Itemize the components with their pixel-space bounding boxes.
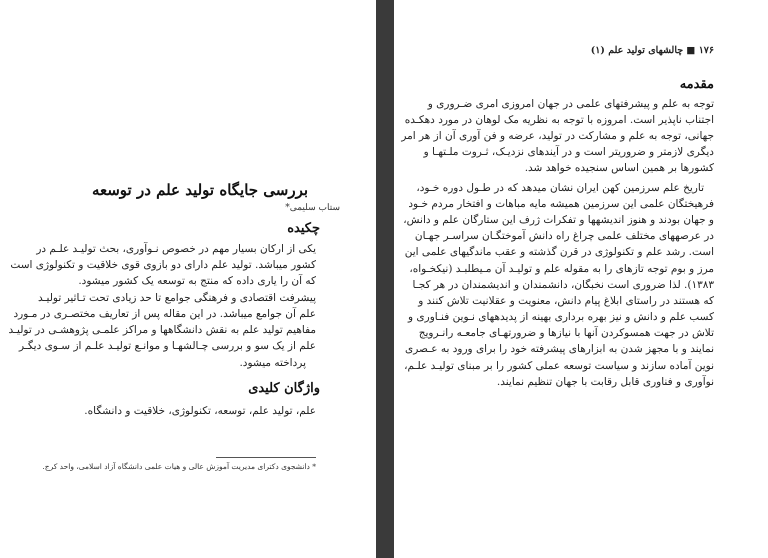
- paragraph-line: نوآوری و فناوری قابل رقابت با جهان تنظیم نمایند.: [496, 376, 714, 388]
- abstract-line: پرداخته میشود.: [239, 357, 306, 369]
- left-page: [0, 0, 376, 558]
- paragraph-line: نمایند و با مجهز شدن به ابزارهای پیشرفته خود را برای ورود به عـصری: [405, 343, 714, 355]
- abstract-line: یکی از ارکان بسیار مهم در خصوص نـوآوری، بحث تولیـد علـم در: [36, 243, 316, 255]
- paragraph-line: تاریخ علم سرزمین کهن ایران نشان میدهد که در طـول دوره خـود،: [416, 182, 704, 194]
- paragraph-line: که هستند در راستای ابلاغ پیام دانش، معنویت و عقلانیت تلاش کنند و: [418, 295, 714, 307]
- book-gutter: [376, 0, 394, 558]
- paragraph-line: است. رشد علم و تکنولوژی در قرن گذشته و عقب ماندگیهای علمی این: [404, 246, 714, 258]
- abstract-heading: چکیده: [287, 221, 320, 236]
- abstract-line: پیشرفت اقتصادی و فرهنگی جوامع تا حد زیادی تحت تـاثیر تولیـد: [37, 292, 316, 304]
- paragraph-line: دیگری لازمتر و ضروریتر است و در آیندهای نزدیـک، ثـروت ملـتهـا و: [423, 146, 714, 158]
- paragraph-line: جهانی، توجه به علم و مشارکت در تولید، عرضه و فن آوری آن از هر امر: [401, 130, 714, 142]
- author-name: ستاب سلیمی*: [285, 203, 340, 213]
- paragraph-line: نوین آماده سازند و سیاست توسعه عملی کشور را بر مبنای تولیـد علـم،: [404, 360, 714, 372]
- abstract-line: کشور میباشد. تولید علم دارای دو بازوی قوی خلاقیت و تکنولوژی است: [10, 259, 316, 271]
- paragraph-line: فرهیختگان علمی این سرزمین همیشه مایه مباهات و افتخار مردم خـود: [408, 198, 714, 210]
- footnote: * دانشجوی دکترای مدیریت آموزش عالی و هیات علمی دانشگاه آزاد اسلامی، واحد کرج.: [42, 462, 316, 471]
- abstract-line: که آن را یاری داده که منتج به توسعه یک کشور میشود.: [78, 275, 316, 287]
- paragraph-line: اجتناب ناپذیر است. امروزه با توجه به نظریه مک لوهان در مورد دهکـده: [404, 114, 714, 126]
- paragraph-line: کشورها بر همین اساس سنجیده خواهد شد.: [524, 162, 714, 174]
- keywords-heading: واژگان کلیدی: [248, 381, 320, 396]
- right-page: [394, 0, 768, 558]
- abstract-line: مفاهیم تولید علم به نقش دانشگاهها و مراکز علمـی پژوهشـی در تولیـد: [8, 324, 316, 336]
- keywords-text: علم، تولید علم، توسعه، تکنولوژی، خلاقیت و دانشگاه.: [84, 405, 316, 417]
- paragraph-line: در عرصههای مختلف علمی چراغ راه دانش آموختگـان سراسـر جهـان: [414, 230, 714, 242]
- paragraph-line: و جهان بودند و هنوز اندیشهها و تفکرات ژرف این ستارگان علم و دانش،: [403, 214, 714, 226]
- article-title: بررسی جایگاه تولید علم در توسعه: [91, 181, 309, 199]
- abstract-line: علم از یک سو و بررسی چـالشهـا و موانـع تولیـد علـم از سـوی دیگـر: [18, 340, 316, 352]
- intro-heading: مقدمه: [679, 77, 714, 92]
- footnote-rule: [216, 457, 316, 458]
- paragraph-line: کسب علم و دانش و نیز بهره برداری بهینه از پدیدههای نـوین فنـاوری و: [408, 311, 714, 323]
- abstract-line: علم آن جوامع میباشد. در این مقاله پس از تعاریف مختصـری در مـورد: [13, 308, 316, 320]
- paragraph-line: تلاش در جهت همسوکردن آنها با نیازها و ضرورتهـای جامعـه رانـرویج: [418, 327, 714, 339]
- running-head: ۱۷۶ ■ چالشهای تولید علم (۱): [590, 45, 714, 56]
- paragraph-line: ۱۳۸۳). لذا ضروری است نخبگان، دانشمندان و اندیشمندان در هر کجـا: [412, 279, 714, 291]
- paragraph-line: مرز و بوم توجه تازهای را به مقوله علم و تولیـد آن مـیطلبـد (نیکخـواه،: [409, 263, 714, 275]
- paragraph-line: توجه به علم و پیشرفتهای علمی در جهان امروزی امری ضـروری و: [427, 98, 714, 110]
